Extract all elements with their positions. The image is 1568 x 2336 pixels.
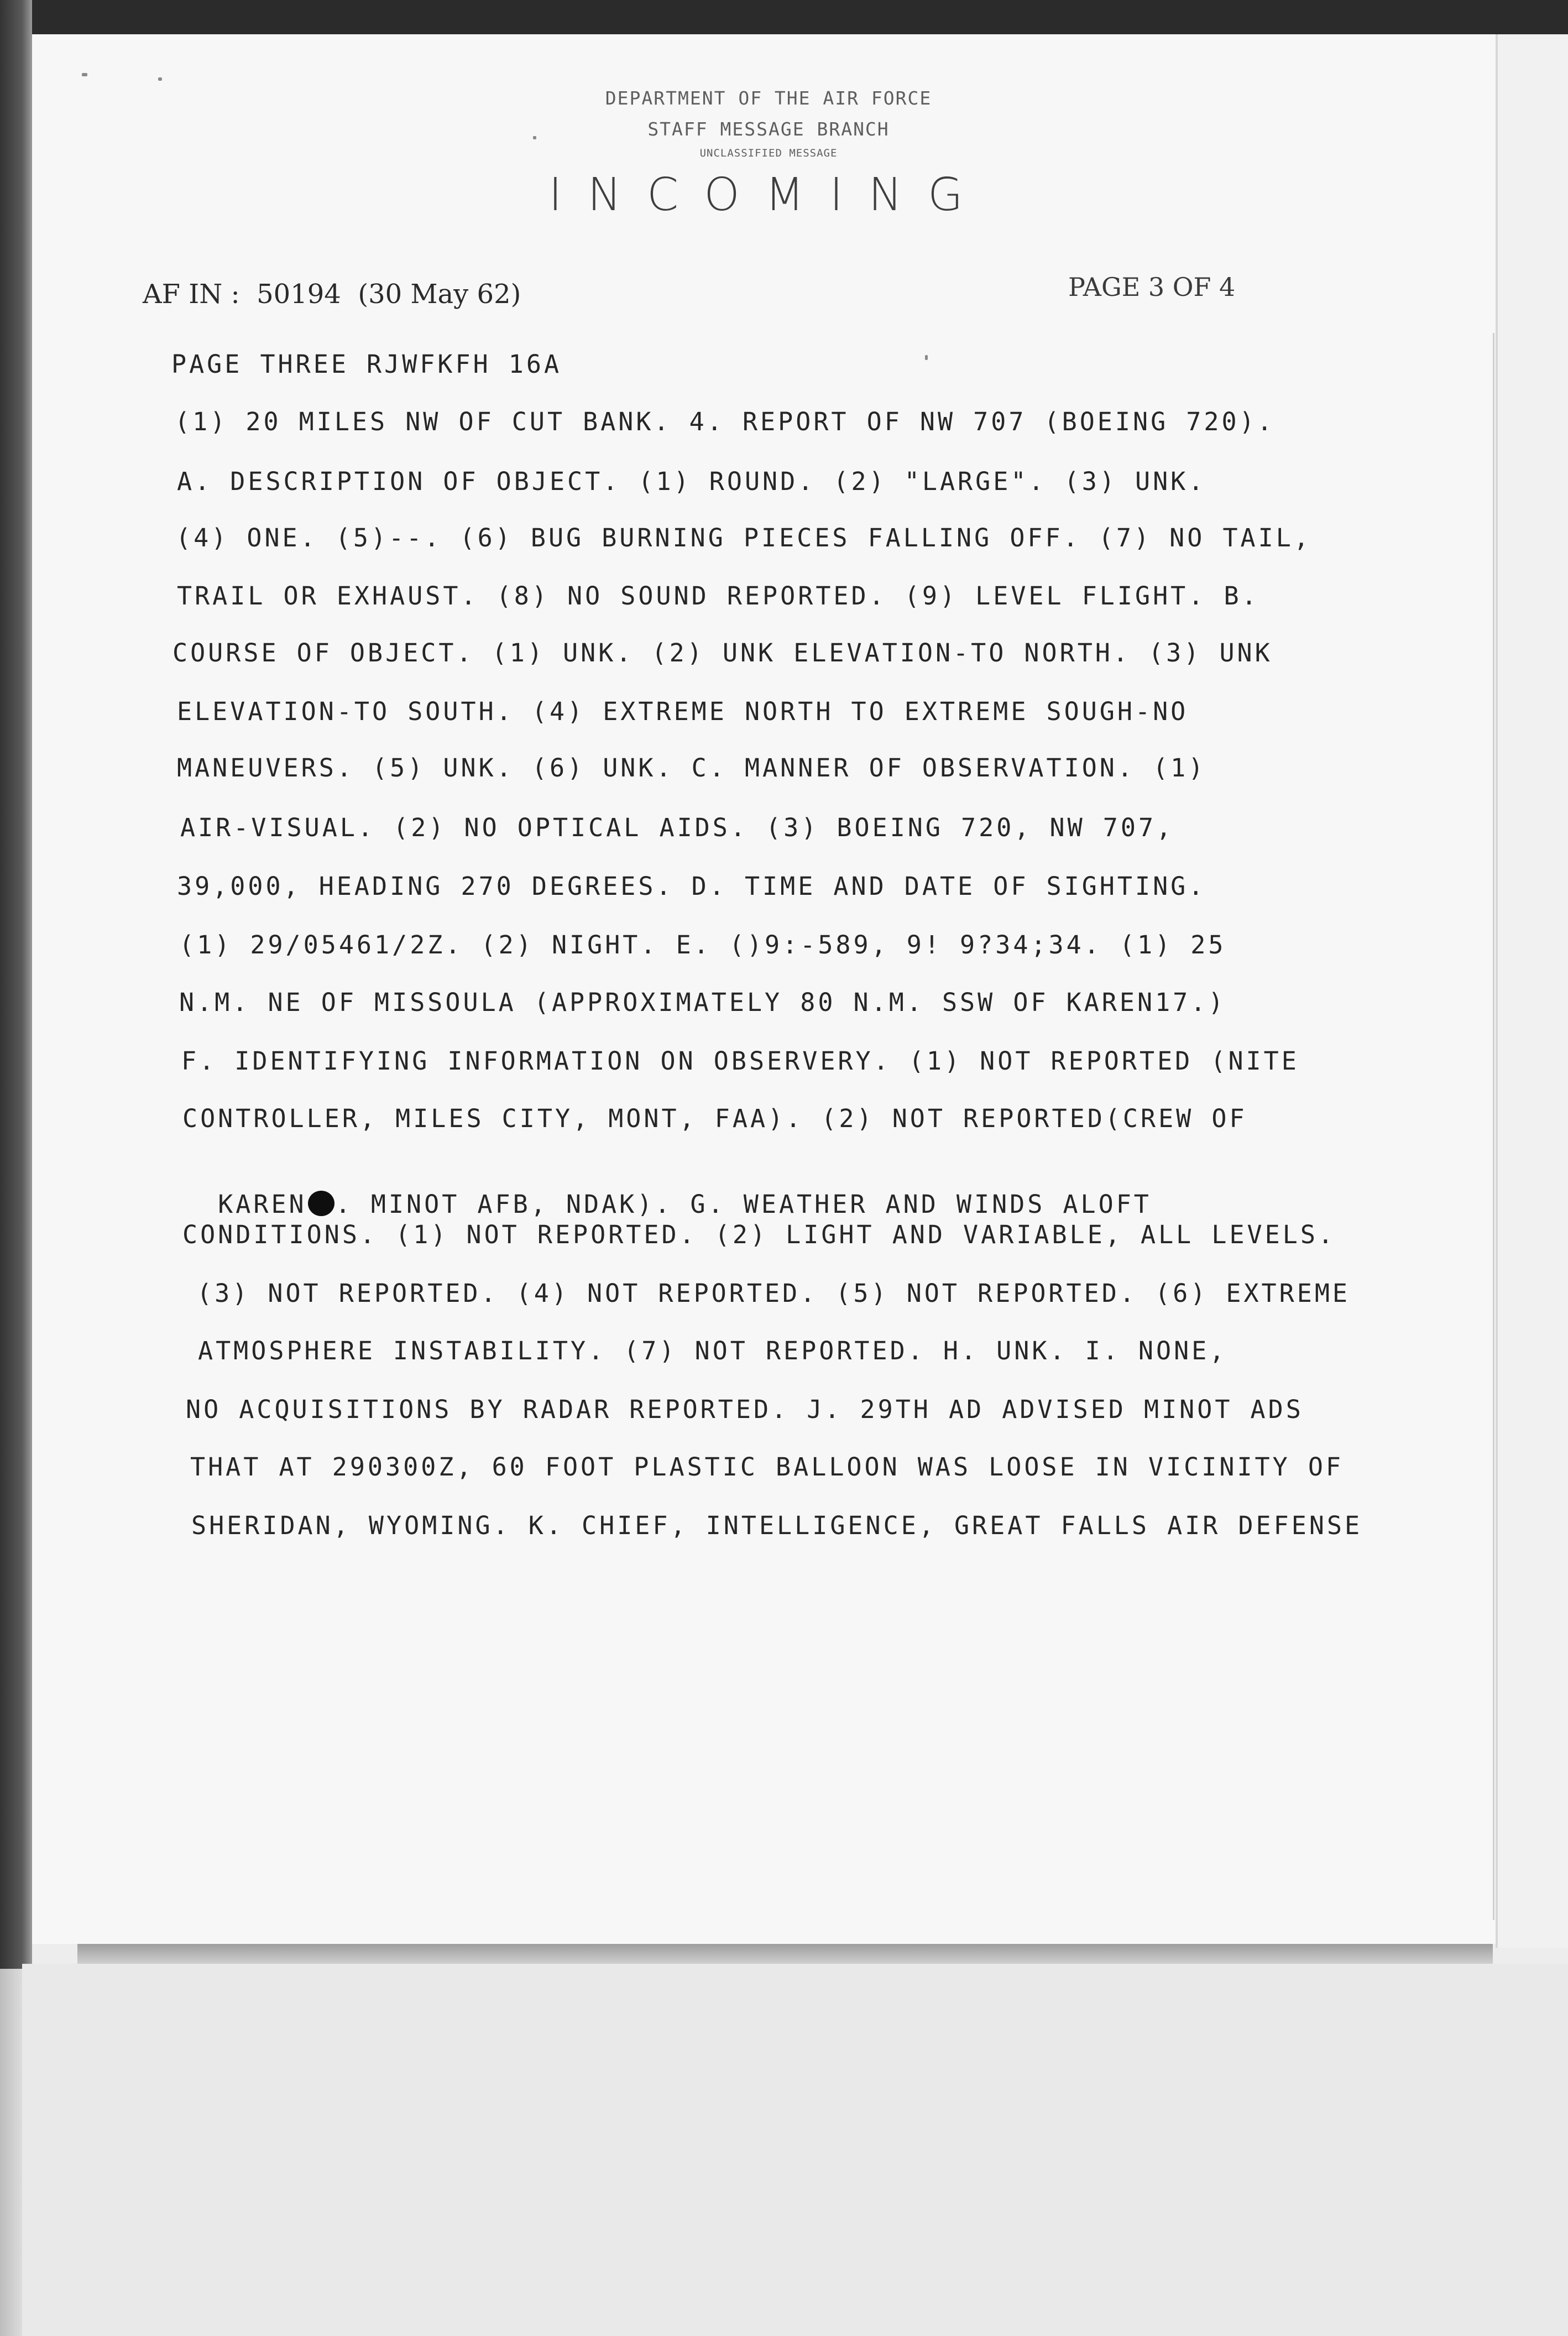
message-line: 39,000, HEADING 270 DEGREES. D. TIME AND DATE OF SIGHTING.: [177, 872, 1206, 901]
message-line: AIR-VISUAL. (2) NO OPTICAL AIDS. (3) BOEING 720, NW 707,: [180, 813, 1174, 842]
message-line: F. IDENTIFYING INFORMATION ON OBSERVERY. (1) NOT REPORTED (NITE: [181, 1046, 1299, 1076]
scan-lower-area: [22, 1964, 1568, 2336]
message-line: SHERIDAN, WYOMING. K. CHIEF, INTELLIGENCE, GREAT FALLS AIR DEFENSE: [191, 1511, 1363, 1540]
message-line: ELEVATION-TO SOUTH. (4) EXTREME NORTH TO EXTREME SOUGH-NO: [177, 697, 1189, 726]
message-line: COURSE OF OBJECT. (1) UNK. (2) UNK ELEVATION-TO NORTH. (3) UNK: [173, 638, 1273, 668]
page-shadow: [77, 1944, 1493, 1964]
message-line: CONTROLLER, MILES CITY, MONT, FAA). (2) NOT REPORTED(CREW OF: [182, 1104, 1247, 1133]
message-line-karen: [182, 1166, 1152, 1217]
karen-text-after: . MINOT AFB, NDAK). G. WEATHER AND WINDS ALOFT: [335, 1190, 1152, 1219]
message-line: TRAIL OR EXHAUST. (8) NO SOUND REPORTED. (9) LEVEL FLIGHT. B.: [177, 581, 1259, 611]
message-line: (4) ONE. (5)--. (6) BUG BURNING PIECES FALLING OFF. (7) NO TAIL,: [176, 523, 1311, 552]
department-header: DEPARTMENT OF THE AIR FORCE: [605, 87, 932, 109]
message-line: A. DESCRIPTION OF OBJECT. (1) ROUND. (2) "LARGE". (3) UNK.: [177, 467, 1206, 496]
scan-border-left: [0, 0, 32, 1969]
message-line: MANEUVERS. (5) UNK. (6) UNK. C. MANNER OF OBSERVATION. (1): [177, 753, 1206, 783]
message-line: CONDITIONS. (1) NOT REPORTED. (2) LIGHT AND VARIABLE, ALL LEVELS.: [182, 1220, 1336, 1249]
message-line: (1) 20 MILES NW OF CUT BANK. 4. REPORT OF NW 707 (BOEING 720).: [175, 407, 1275, 436]
branch-header: STAFF MESSAGE BRANCH: [647, 118, 890, 140]
message-line: ATMOSPHERE INSTABILITY. (7) NOT REPORTED. H. UNK. I. NONE,: [198, 1336, 1227, 1365]
message-line: (3) NOT REPORTED. (4) NOT REPORTED. (5) NOT REPORTED. (6) EXTREME: [197, 1279, 1350, 1308]
message-heading: PAGE THREE RJWFKFH 16A: [171, 350, 562, 379]
incoming-title: INCOMING: [548, 169, 989, 221]
message-line: NO ACQUISITIONS BY RADAR REPORTED. J. 29TH AD ADVISED MINOT ADS: [186, 1395, 1304, 1424]
scan-border-left-lower: [0, 1969, 22, 2336]
scan-border-right: [1496, 34, 1568, 1948]
message-line: THAT AT 290300Z, 60 FOOT PLASTIC BALLOON WAS LOOSE IN VICINITY OF: [190, 1452, 1344, 1482]
message-line: N.M. NE OF MISSOULA (APPROXIMATELY 80 N.M. SSW OF KAREN17.): [179, 988, 1226, 1017]
classification-marking: UNCLASSIFIED MESSAGE: [699, 147, 838, 159]
ink-blot: [308, 1191, 334, 1216]
af-in-reference: AF IN : 50194 (30 May 62): [143, 279, 521, 310]
speck: [925, 355, 928, 360]
scan-border-top: [0, 0, 1568, 34]
speck: [82, 73, 87, 76]
page-number: PAGE 3 OF 4: [1068, 272, 1236, 302]
page-fold-line: [1493, 333, 1494, 1920]
speck: [158, 77, 162, 81]
message-line: (1) 29/05461/2Z. (2) NIGHT. E. ()9:-589, 9! 9?34;34. (1) 25: [179, 930, 1226, 960]
karen-text-before: KAREN: [218, 1190, 307, 1219]
